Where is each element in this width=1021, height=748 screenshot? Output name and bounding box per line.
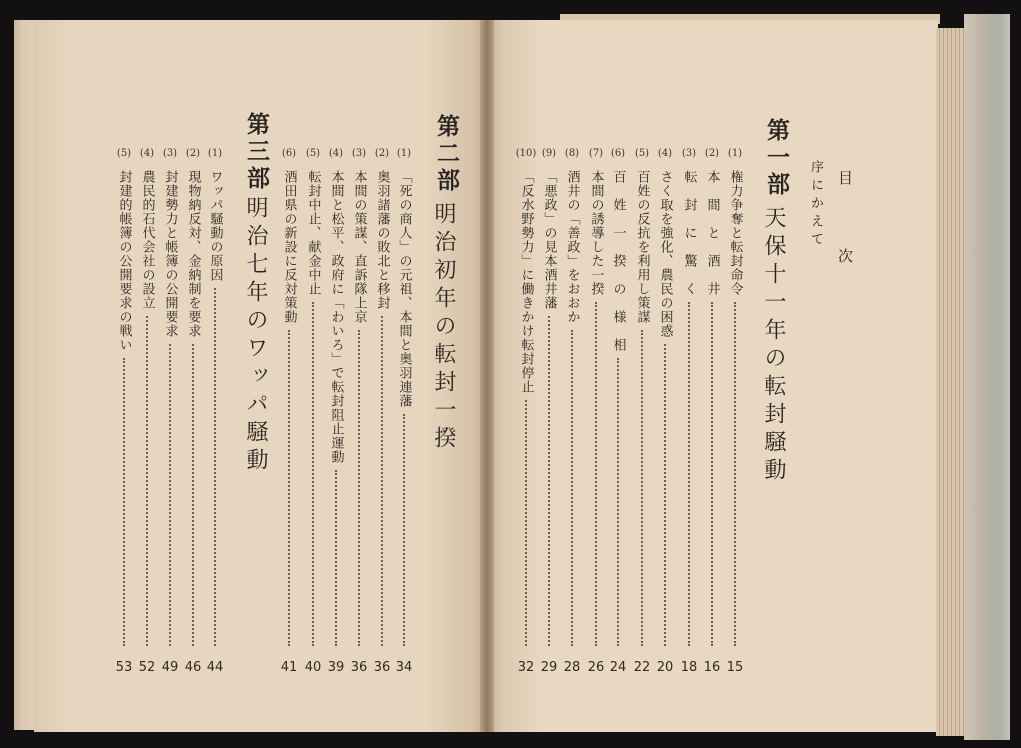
- toc-entry[interactable]: [515, 148, 537, 675]
- part3-title: 明治七年のワッパ騒動: [243, 196, 268, 476]
- leader-dots: [734, 302, 736, 646]
- toc-entry[interactable]: [679, 148, 699, 675]
- toc-page-number: 24: [609, 660, 627, 675]
- leader-dots: [358, 330, 360, 646]
- toc-entry-title: 「悪政」の見本酒井藩: [541, 170, 557, 310]
- toc-entry[interactable]: [205, 148, 225, 675]
- leader-dots: [525, 400, 527, 646]
- leader-dots: [595, 302, 597, 646]
- leader-dots: [192, 344, 194, 646]
- toc-entry-number: (10): [515, 148, 537, 159]
- right-cover-edge: [964, 14, 1010, 740]
- page-leaves: [936, 28, 966, 736]
- toc-entry-title: 転封中止、献金中止: [305, 170, 321, 296]
- toc-page-number: 53: [115, 660, 133, 675]
- toc-entry-title: 酒田県の新設に反対策動: [281, 170, 297, 324]
- toc-page-number: 46: [184, 660, 202, 675]
- toc-page-number: 34: [395, 660, 413, 675]
- toc-entry-title: 転 封 に 驚 く: [681, 170, 697, 296]
- toc-entry[interactable]: [655, 148, 675, 675]
- toc-entry-title: 百 姓 一 揆 の 様 相: [610, 170, 626, 352]
- toc-entry-number: (4): [657, 148, 673, 159]
- toc-entry-number: (4): [139, 148, 155, 159]
- toc-entry[interactable]: [725, 148, 745, 675]
- toc-page-number: 36: [373, 660, 391, 675]
- leader-dots: [169, 344, 171, 646]
- leader-dots: [548, 316, 550, 646]
- part2-title: 明治初年の転封一揆: [431, 202, 456, 454]
- toc-entry-number: (8): [564, 148, 580, 159]
- leader-dots: [641, 330, 643, 646]
- toc-entry-title: さく取を強化、農民の困惑: [657, 170, 673, 338]
- toc-entry-number: (6): [610, 148, 626, 159]
- part1-label: 第一部: [763, 118, 790, 199]
- toc-entry-title: 本 間 と 酒 井: [704, 170, 720, 296]
- toc-page-number: 52: [138, 660, 156, 675]
- part1-title: 天保十一年の転封騒動: [761, 206, 786, 486]
- toc-entry-number: (3): [681, 148, 697, 159]
- toc-page-number: 49: [161, 660, 179, 675]
- toc-entry[interactable]: [632, 148, 652, 675]
- toc-page-number: 32: [517, 660, 535, 675]
- toc-entry[interactable]: [394, 148, 414, 675]
- toc-entry-title: 「死の商人」の元祖、本間と奥羽連藩: [396, 170, 412, 408]
- toc-entry-title: 「反水野勢力」に働きかけ転封停止: [518, 170, 534, 394]
- toc-page-number: 16: [703, 660, 721, 675]
- toc-entry-number: (5): [116, 148, 132, 159]
- toc-entry-number: (6): [281, 148, 297, 159]
- toc-entry-number: (9): [541, 148, 557, 159]
- toc-entry[interactable]: [349, 148, 369, 675]
- toc-entry-number: (5): [305, 148, 321, 159]
- toc-entry[interactable]: [279, 148, 299, 675]
- toc-entry-number: (4): [328, 148, 344, 159]
- leader-dots: [617, 358, 619, 646]
- leader-dots: [571, 330, 573, 646]
- toc-page-number: 39: [327, 660, 345, 675]
- toc-page-number: 22: [633, 660, 651, 675]
- toc-entry[interactable]: [586, 148, 606, 675]
- toc-entry-number: (7): [588, 148, 604, 159]
- leader-dots: [688, 302, 690, 646]
- toc-entry-number: (1): [207, 148, 223, 159]
- toc-page-number: 36: [350, 660, 368, 675]
- toc-entry-title: 封建的帳簿の公開要求の戦い: [116, 170, 132, 352]
- toc-page-number: 18: [680, 660, 698, 675]
- book-gutter: [480, 20, 494, 732]
- toc-entry-title: 本間の策謀、直訴隊上京: [351, 170, 367, 324]
- toc-entry[interactable]: [303, 148, 323, 675]
- toc-entry-title: 農民的石代会社の設立: [139, 170, 155, 310]
- toc-entry-title: 権力争奪と転封命令: [727, 170, 743, 296]
- leader-dots: [146, 316, 148, 646]
- toc-entry[interactable]: [562, 148, 582, 675]
- toc-entry[interactable]: [608, 148, 628, 675]
- toc-page-number: 20: [656, 660, 674, 675]
- toc-entry-title: 本間の誘導した一揆: [588, 170, 604, 296]
- part2-label: 第二部: [433, 114, 460, 195]
- toc-entry-number: (3): [162, 148, 178, 159]
- toc-entry-number: (3): [351, 148, 367, 159]
- toc-entry[interactable]: [114, 148, 134, 675]
- toc-entry[interactable]: [183, 148, 203, 675]
- toc-entry[interactable]: [372, 148, 392, 675]
- part3-label: 第三部: [243, 112, 270, 193]
- toc-entry-number: (5): [634, 148, 650, 159]
- toc-entry-title: 本間と松平、政府に「わいろ」で転封阻止運動: [328, 170, 344, 464]
- toc-entry-number: (2): [704, 148, 720, 159]
- toc-page-number: 26: [587, 660, 605, 675]
- toc-entry-title: 奥羽諸藩の敗北と移封: [374, 170, 390, 310]
- toc-entry[interactable]: [702, 148, 722, 675]
- leader-dots: [288, 330, 290, 646]
- toc-entry-title: 封建勢力と帳簿の公開要求: [162, 170, 178, 338]
- leader-dots: [381, 316, 383, 646]
- toc-entry-title: 百姓の反抗を利用し策謀: [634, 170, 650, 324]
- toc-entry-number: (1): [396, 148, 412, 159]
- toc-entry-number: (1): [727, 148, 743, 159]
- leader-dots: [335, 470, 337, 646]
- leader-dots: [664, 344, 666, 646]
- leader-dots: [403, 414, 405, 646]
- toc-page-number: 28: [563, 660, 581, 675]
- toc-page-number: 41: [280, 660, 298, 675]
- toc-page-number: 29: [540, 660, 558, 675]
- preface-title: 序にかえて: [808, 160, 823, 250]
- toc-entry[interactable]: [137, 148, 157, 675]
- leader-dots: [711, 302, 713, 646]
- toc-page-number: 15: [726, 660, 744, 675]
- toc-entry[interactable]: [326, 148, 346, 675]
- toc-title: 目 次: [836, 170, 854, 287]
- toc-entry-title: ワッパ騒動の原因: [207, 170, 223, 282]
- toc-entry-title: 現物納反対、金納制を要求: [185, 170, 201, 338]
- toc-page-number: 44: [206, 660, 224, 675]
- leader-dots: [312, 302, 314, 646]
- toc-entry-number: (2): [374, 148, 390, 159]
- toc-entry[interactable]: [160, 148, 180, 675]
- toc-entry-title: 酒井の「善政」をおおか: [564, 170, 580, 324]
- toc-page-number: 40: [304, 660, 322, 675]
- leader-dots: [214, 288, 216, 646]
- toc-entry[interactable]: [539, 148, 559, 675]
- toc-entry-number: (2): [185, 148, 201, 159]
- leader-dots: [123, 358, 125, 646]
